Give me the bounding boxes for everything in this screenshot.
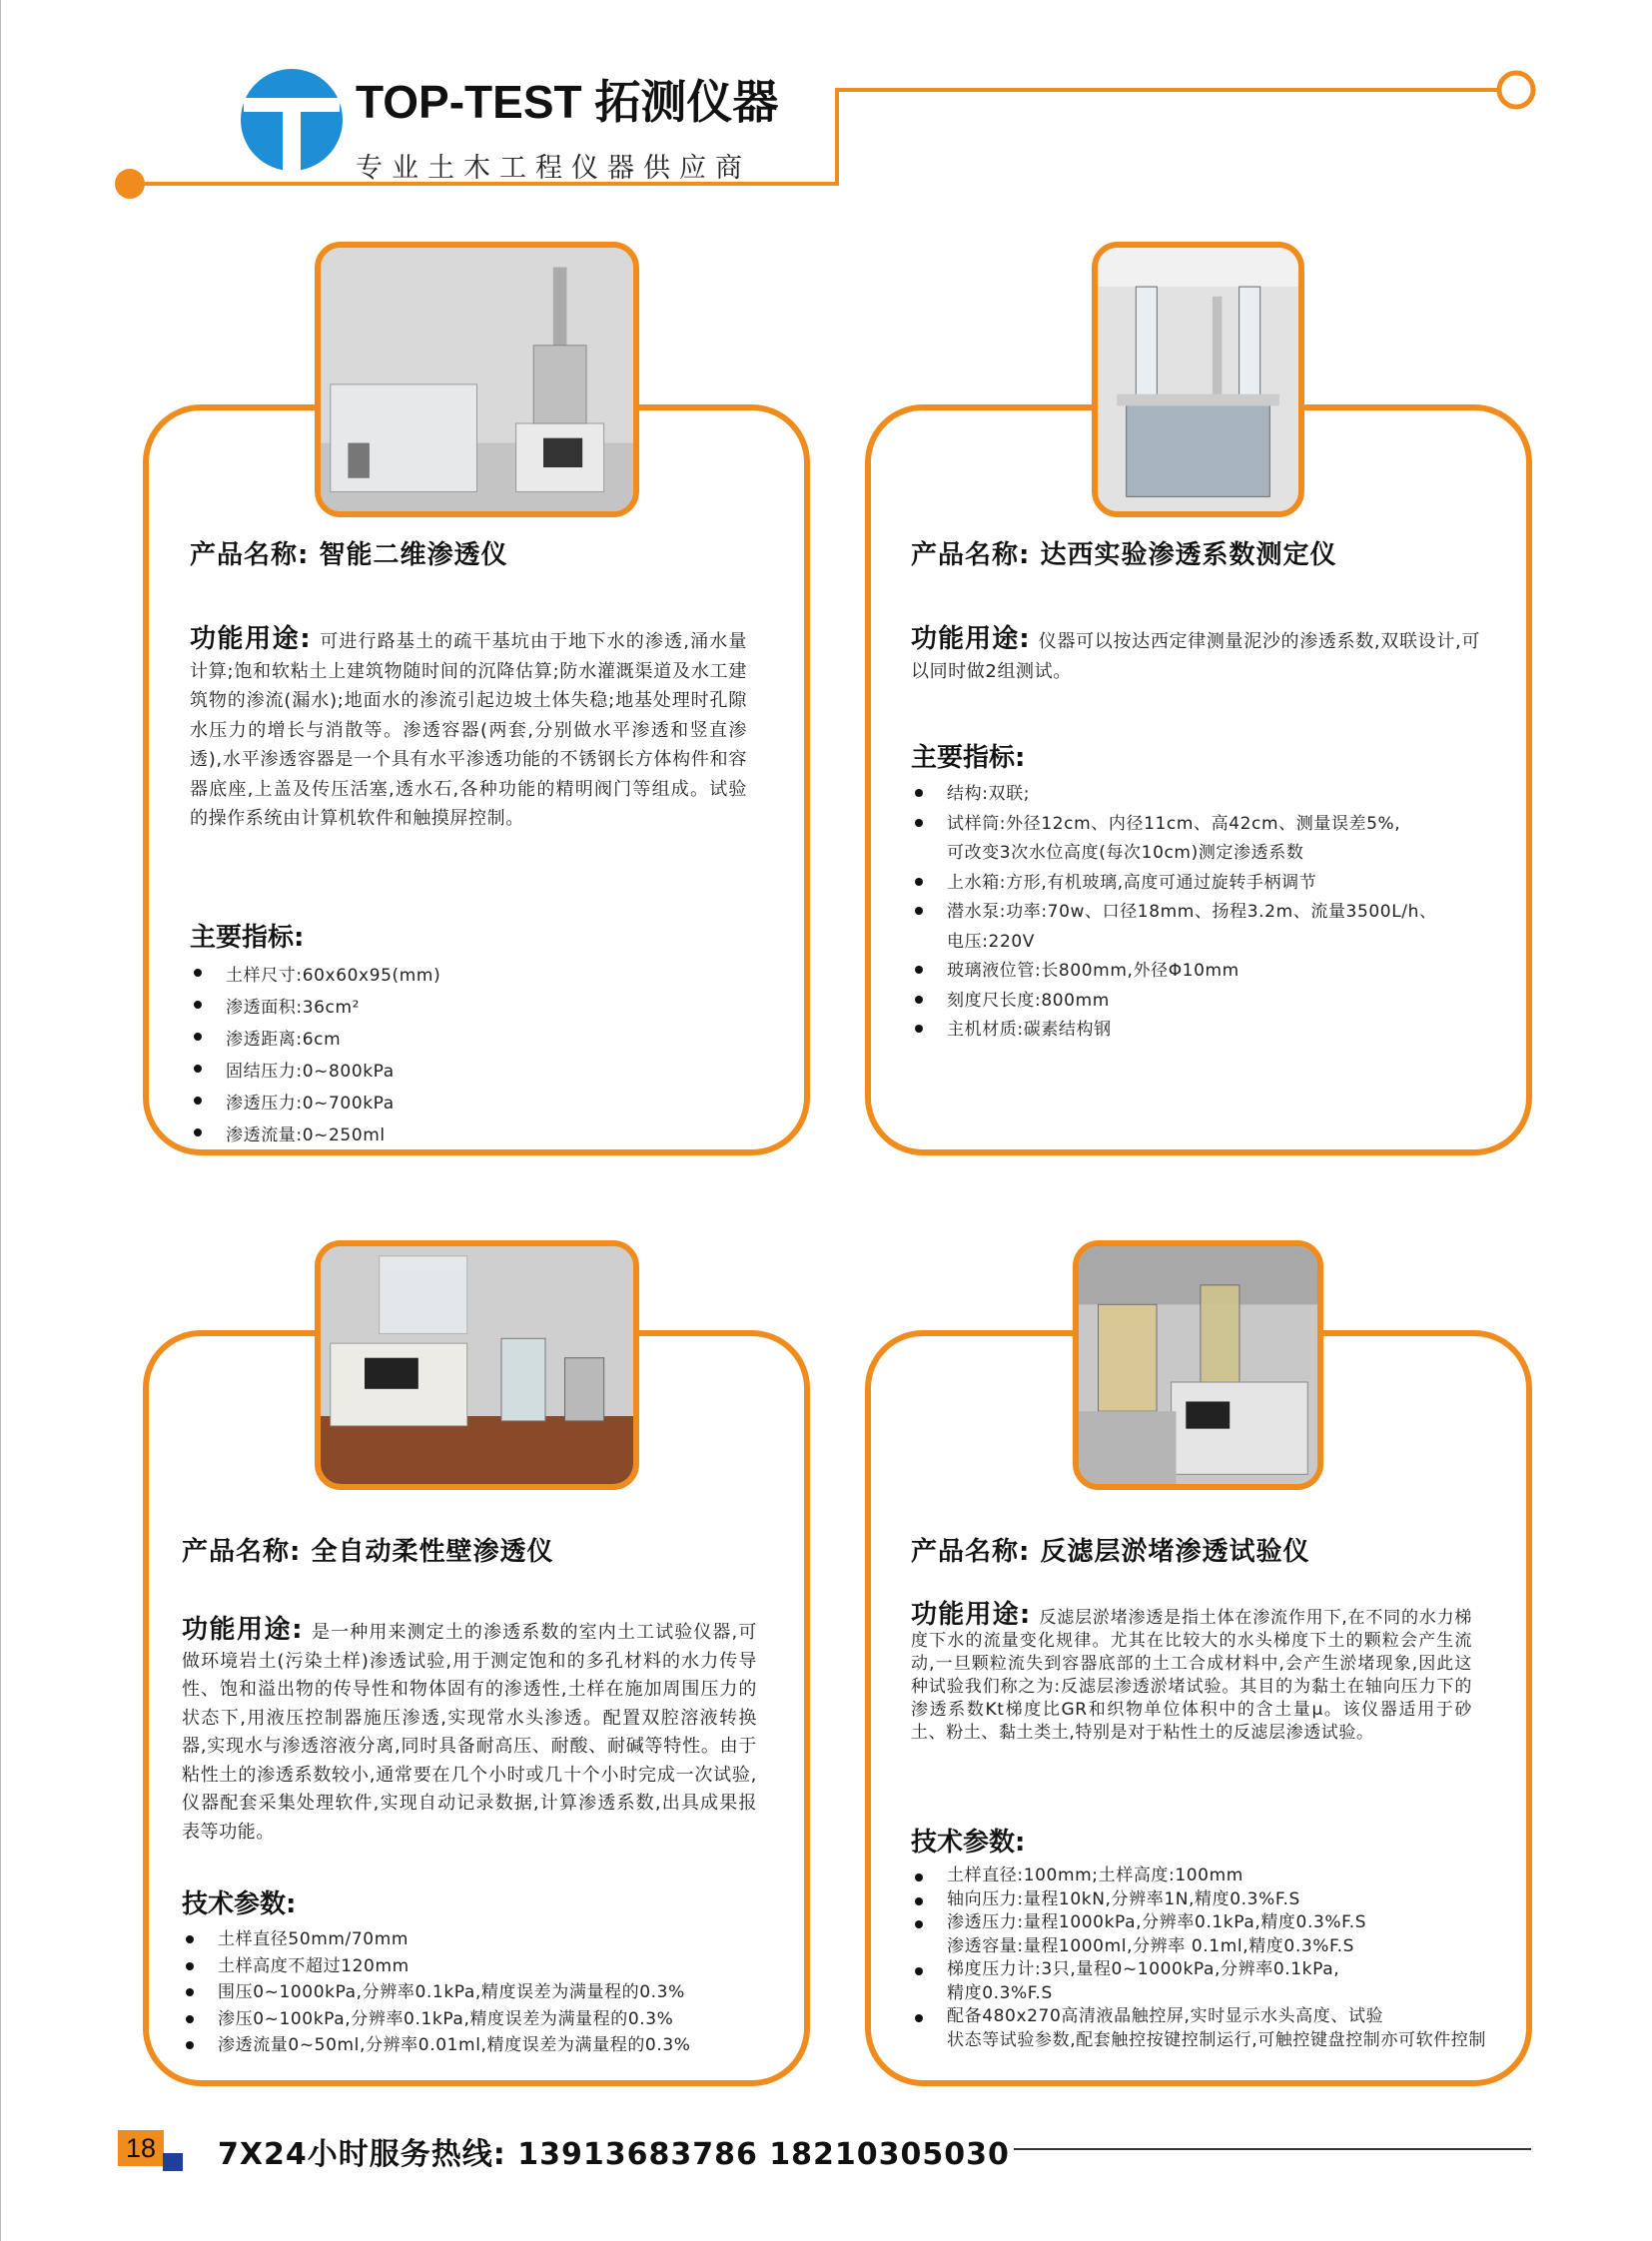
list-item [911, 898, 1437, 957]
product-photo-2 [1092, 242, 1304, 517]
product-photo-4 [1073, 1240, 1323, 1490]
list-item: 围压0~1000kPa,分辨率0.1kPa,精度误差为满量程的0.3% [182, 1979, 691, 2006]
specs-list-2 [911, 780, 1437, 1046]
list-item [911, 1958, 1486, 2005]
hotline-phone-1: 13913683786 [517, 2137, 758, 2172]
tt-logo-icon [240, 68, 344, 172]
usage-text-3: 是一种用来测定土的渗透系数的室内土工试验仪器,可做环境岩土(污染土样)渗透试验,用于测定饱和的多孔材料的水力传导性、饱和溢出物的传导性和物体固有的渗透性,土样在施加周围压力的状态下,用液压控制器施压渗透,实现常水头渗透。配置双腔溶液转换器,实现水与渗透溶液分离,同时具备耐高压、耐酸、耐碱等特性。由于粘性土的渗透系数较小,通常要在几个小时或几十个小时完成一次试验,仪器配套采集处理软件,实现自动记录数据,计算渗透系数,出具成果报表等功能。 [182, 1622, 757, 1843]
usage-block-1 [190, 625, 747, 834]
list-item: 渗压0~100kPa,分辨率0.1kPa,精度误差为满量程的0.3% [182, 2006, 691, 2033]
header-dot-left [115, 169, 145, 199]
spec-continuation: 精度0.3%F.S [947, 1982, 1053, 2003]
product-name-value-2: 达西实验渗透系数测定仪 [1040, 540, 1337, 570]
usage-label-2: 功能用途: [911, 624, 1031, 654]
list-item: 土样尺寸:60x60x95(mm) [190, 960, 440, 992]
product-name-2 [911, 534, 1336, 571]
list-item: 刻度尺长度:800mm [911, 987, 1437, 1017]
list-item [911, 2005, 1486, 2052]
spec-continuation: 渗透容量:量程1000ml,分辨率 0.1ml,精度0.3%F.S [947, 1935, 1355, 1956]
list-item: 玻璃液位管:长800mm,外径Φ10mm [911, 957, 1437, 987]
usage-text-1: 可进行路基土的疏干基坑由于地下水的渗透,涌水量计算;饱和软粘土上建筑物随时间的沉降估算;防水灌溉渠道及水工建筑物的渗流(漏水);地面水的渗流引起边坡土体失稳;地基处理时孔隙水压力的增长与消散等。渗透容器(两套,分别做水平渗透和竖直渗透),水平渗透容器是一个具有水平渗透功能的不锈钢长方体构件和容器底座,上盖及传压活塞,透水石,各种功能的精明阀门等组成。试验的操作系统由计算机软件和触摸屏控制。 [190, 631, 747, 829]
list-item: 上水箱:方形,有机玻璃,高度可通过旋转手柄调节 [911, 869, 1437, 899]
product-name-value-1: 智能二维渗透仪 [319, 540, 508, 570]
specs-label-3: 技术参数: [182, 1889, 297, 1919]
list-item: 轴向压力:量程10kN,分辨率1N,精度0.3%F.S [911, 1888, 1486, 1912]
list-item: 土样直径:100mm;土样高度:100mm [911, 1865, 1486, 1888]
hotline-phone-2: 18210305030 [769, 2137, 1010, 2172]
list-item: 渗透流量:0~250ml [190, 1120, 440, 1151]
spec-continuation: 可改变3次水位高度(每次10cm)测定渗透系数 [947, 843, 1304, 863]
footer-divider [1014, 2148, 1531, 2150]
list-item: 渗透面积:36cm² [190, 992, 440, 1024]
list-item: 固结压力:0~800kPa [190, 1056, 440, 1088]
usage-block-2 [911, 625, 1480, 686]
usage-label-3: 功能用途: [182, 1615, 304, 1645]
page-number-square [163, 2153, 183, 2171]
product-name-label-1: 产品名称: [190, 540, 310, 570]
spec-line: 潜水泵:功率:70w、口径18mm、扬程3.2m、流量3500L/h、 [947, 902, 1437, 922]
usage-label-4: 功能用途: [911, 1600, 1032, 1630]
header-ring-right [1499, 73, 1533, 107]
specs-label-4: 技术参数: [911, 1828, 1026, 1858]
hotline [218, 2129, 1010, 2173]
spec-continuation: 状态等试验参数,配套触控按键控制运行,可触控键盘控制亦可软件控制 [947, 2029, 1487, 2050]
list-item: 渗透流量0~50ml,分辨率0.01ml,精度误差为满量程的0.3% [182, 2032, 691, 2059]
product-photo-1 [315, 242, 639, 517]
list-item: 土样高度不超过120mm [182, 1953, 691, 1980]
brand-subtitle: 专业土木工程仪器供应商 [356, 153, 751, 184]
product-name-value-4: 反滤层淤堵渗透试验仪 [1040, 1537, 1310, 1567]
list-item: 渗透距离:6cm [190, 1024, 440, 1056]
product-name-4 [911, 1531, 1309, 1568]
specs-list-4 [911, 1865, 1486, 2052]
specs-block-1 [190, 917, 440, 1151]
list-item: 主机材质:碳素结构钢 [911, 1016, 1437, 1046]
spec-line: 渗透压力:量程1000kPa,分辨率0.1kPa,精度0.3%F.S [947, 1912, 1367, 1932]
brand-title: TOP-TEST 拓测仪器 [356, 76, 779, 128]
product-name-label-3: 产品名称: [182, 1537, 302, 1567]
specs-label-2: 主要指标: [911, 743, 1026, 773]
usage-label-1: 功能用途: [190, 624, 312, 654]
list-item: 结构:双联; [911, 780, 1437, 810]
specs-block-4 [911, 1822, 1486, 2052]
product-name-value-3: 全自动柔性壁渗透仪 [311, 1537, 554, 1567]
usage-block-4 [911, 1600, 1473, 1745]
specs-label-1: 主要指标: [190, 923, 305, 953]
product-name-3 [182, 1531, 553, 1568]
specs-block-2 [911, 737, 1437, 1046]
specs-list-1 [190, 960, 440, 1151]
brand-block [356, 66, 778, 185]
specs-list-3 [182, 1926, 691, 2059]
spec-line: 梯度压力计:3只,量程0~1000kPa,分辨率0.1kPa, [947, 1959, 1340, 1979]
hotline-label: 7X24小时服务热线: [218, 2137, 506, 2172]
spec-line: 配备480x270高清液晶触控屏,实时显示水头高度、试验 [947, 2006, 1384, 2026]
usage-text-4: 反滤层淤堵渗透是指土体在渗流作用下,在不同的水力梯度下水的流量变化规律。尤其在比较大的水头梯度下土的颗粒会产生流动,一旦颗粒流失到容器底部的土工合成材料中,会产生淤堵现象,因此这种试验我们称之为:反滤层渗透淤堵试验。其目的为黏土在轴向压力下的渗透系数Kt梯度比GR和织物单位体积中的含土量μ。该仪器适用于砂土、粉土、黏土类土,特别是对于粘性土的反滤层渗透试验。 [911, 1608, 1473, 1743]
list-item: 土样直径50mm/70mm [182, 1926, 691, 1953]
list-item [911, 1911, 1486, 1958]
list-item [911, 810, 1437, 869]
product-name-label-4: 产品名称: [911, 1537, 1031, 1567]
spec-continuation: 电压:220V [947, 931, 1036, 952]
product-photo-3 [315, 1240, 639, 1490]
usage-text-2: 仪器可以按达西定律测量泥沙的渗透系数,双联设计,可以同时做2组测试。 [911, 631, 1480, 682]
specs-block-3 [182, 1883, 691, 2059]
list-item: 渗透压力:0~700kPa [190, 1088, 440, 1120]
product-name-1 [190, 534, 507, 571]
spec-line: 试样筒:外径12cm、内径11cm、高42cm、测量误差5%, [947, 813, 1401, 834]
page-number: 18 [118, 2130, 164, 2166]
usage-block-3 [182, 1616, 757, 1847]
product-name-label-2: 产品名称: [911, 540, 1031, 570]
